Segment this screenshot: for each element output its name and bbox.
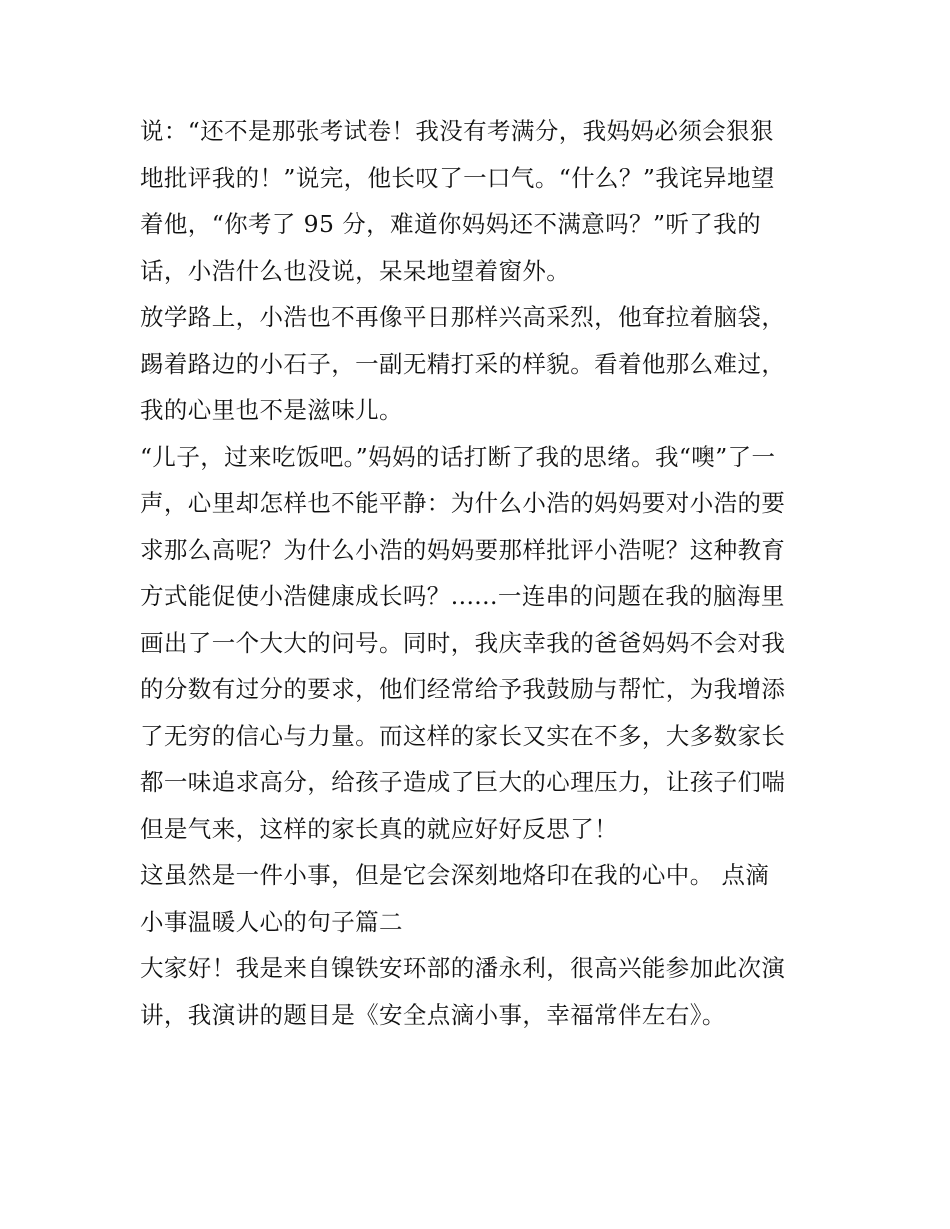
- text-line: 话，小浩什么也没说，呆呆地望着窗外。: [140, 256, 571, 285]
- text-line: 讲，我演讲的题目是《安全点滴小事，幸福常伴左右》。: [140, 1000, 726, 1029]
- text-line: 地批评我的！”说完，他长叹了一口气。“什么？”我诧异地望: [140, 163, 775, 192]
- text-line: 都一味追求高分，给孩子造成了巨大的心理压力，让孩子们喘: [140, 768, 786, 796]
- text-line: 求那么高呢？为什么小浩的妈妈要那样批评小浩呢？这种教育: [140, 535, 786, 564]
- text-line: 踢着路边的小石子，一副无精打采的样貌。看着他那么难过，: [140, 349, 786, 378]
- document-body: [140, 108, 820, 1038]
- text-line: 大家好！我是来自镍铁安环部的潘永利，很高兴能参加此次演: [140, 954, 786, 982]
- text-line: 方式能促使小浩健康成长吗？......一连串的问题在我的脑海里: [140, 582, 785, 610]
- text-line: 我的心里也不是滋味儿。: [140, 396, 403, 424]
- text-line: 着他，“你考了 95 分，难道你妈妈还不满意吗？”听了我的: [140, 210, 761, 238]
- text-line: 但是气来，这样的家长真的就应好好反思了！: [140, 814, 618, 843]
- text-line: 小事温暖人心的句子篇二: [140, 907, 403, 936]
- text-line: 这虽然是一件小事，但是它会深刻地烙印在我的心中。 点滴: [140, 861, 770, 889]
- text-line: 画出了一个大大的问号。同时，我庆幸我的爸爸妈妈不会对我: [140, 628, 786, 657]
- text-line: 声，心里却怎样也不能平静：为什么小浩的妈妈要对小浩的要: [140, 489, 786, 517]
- text-line: 的分数有过分的要求，他们经常给予我鼓励与帮忙，为我增添: [140, 675, 786, 703]
- text-line: 了无穷的信心与力量。而这样的家长又实在不多，大多数家长: [140, 721, 786, 750]
- text-line: 说：“还不是那张考试卷！我没有考满分，我妈妈必须会狠狠: [140, 117, 774, 145]
- text-line: “儿子，过来吃饭吧。”妈妈的话打断了我的思绪。我“噢”了一: [140, 442, 776, 471]
- text-line: 放学路上，小浩也不再像平日那样兴高采烈，他耷拉着脑袋，: [140, 303, 786, 331]
